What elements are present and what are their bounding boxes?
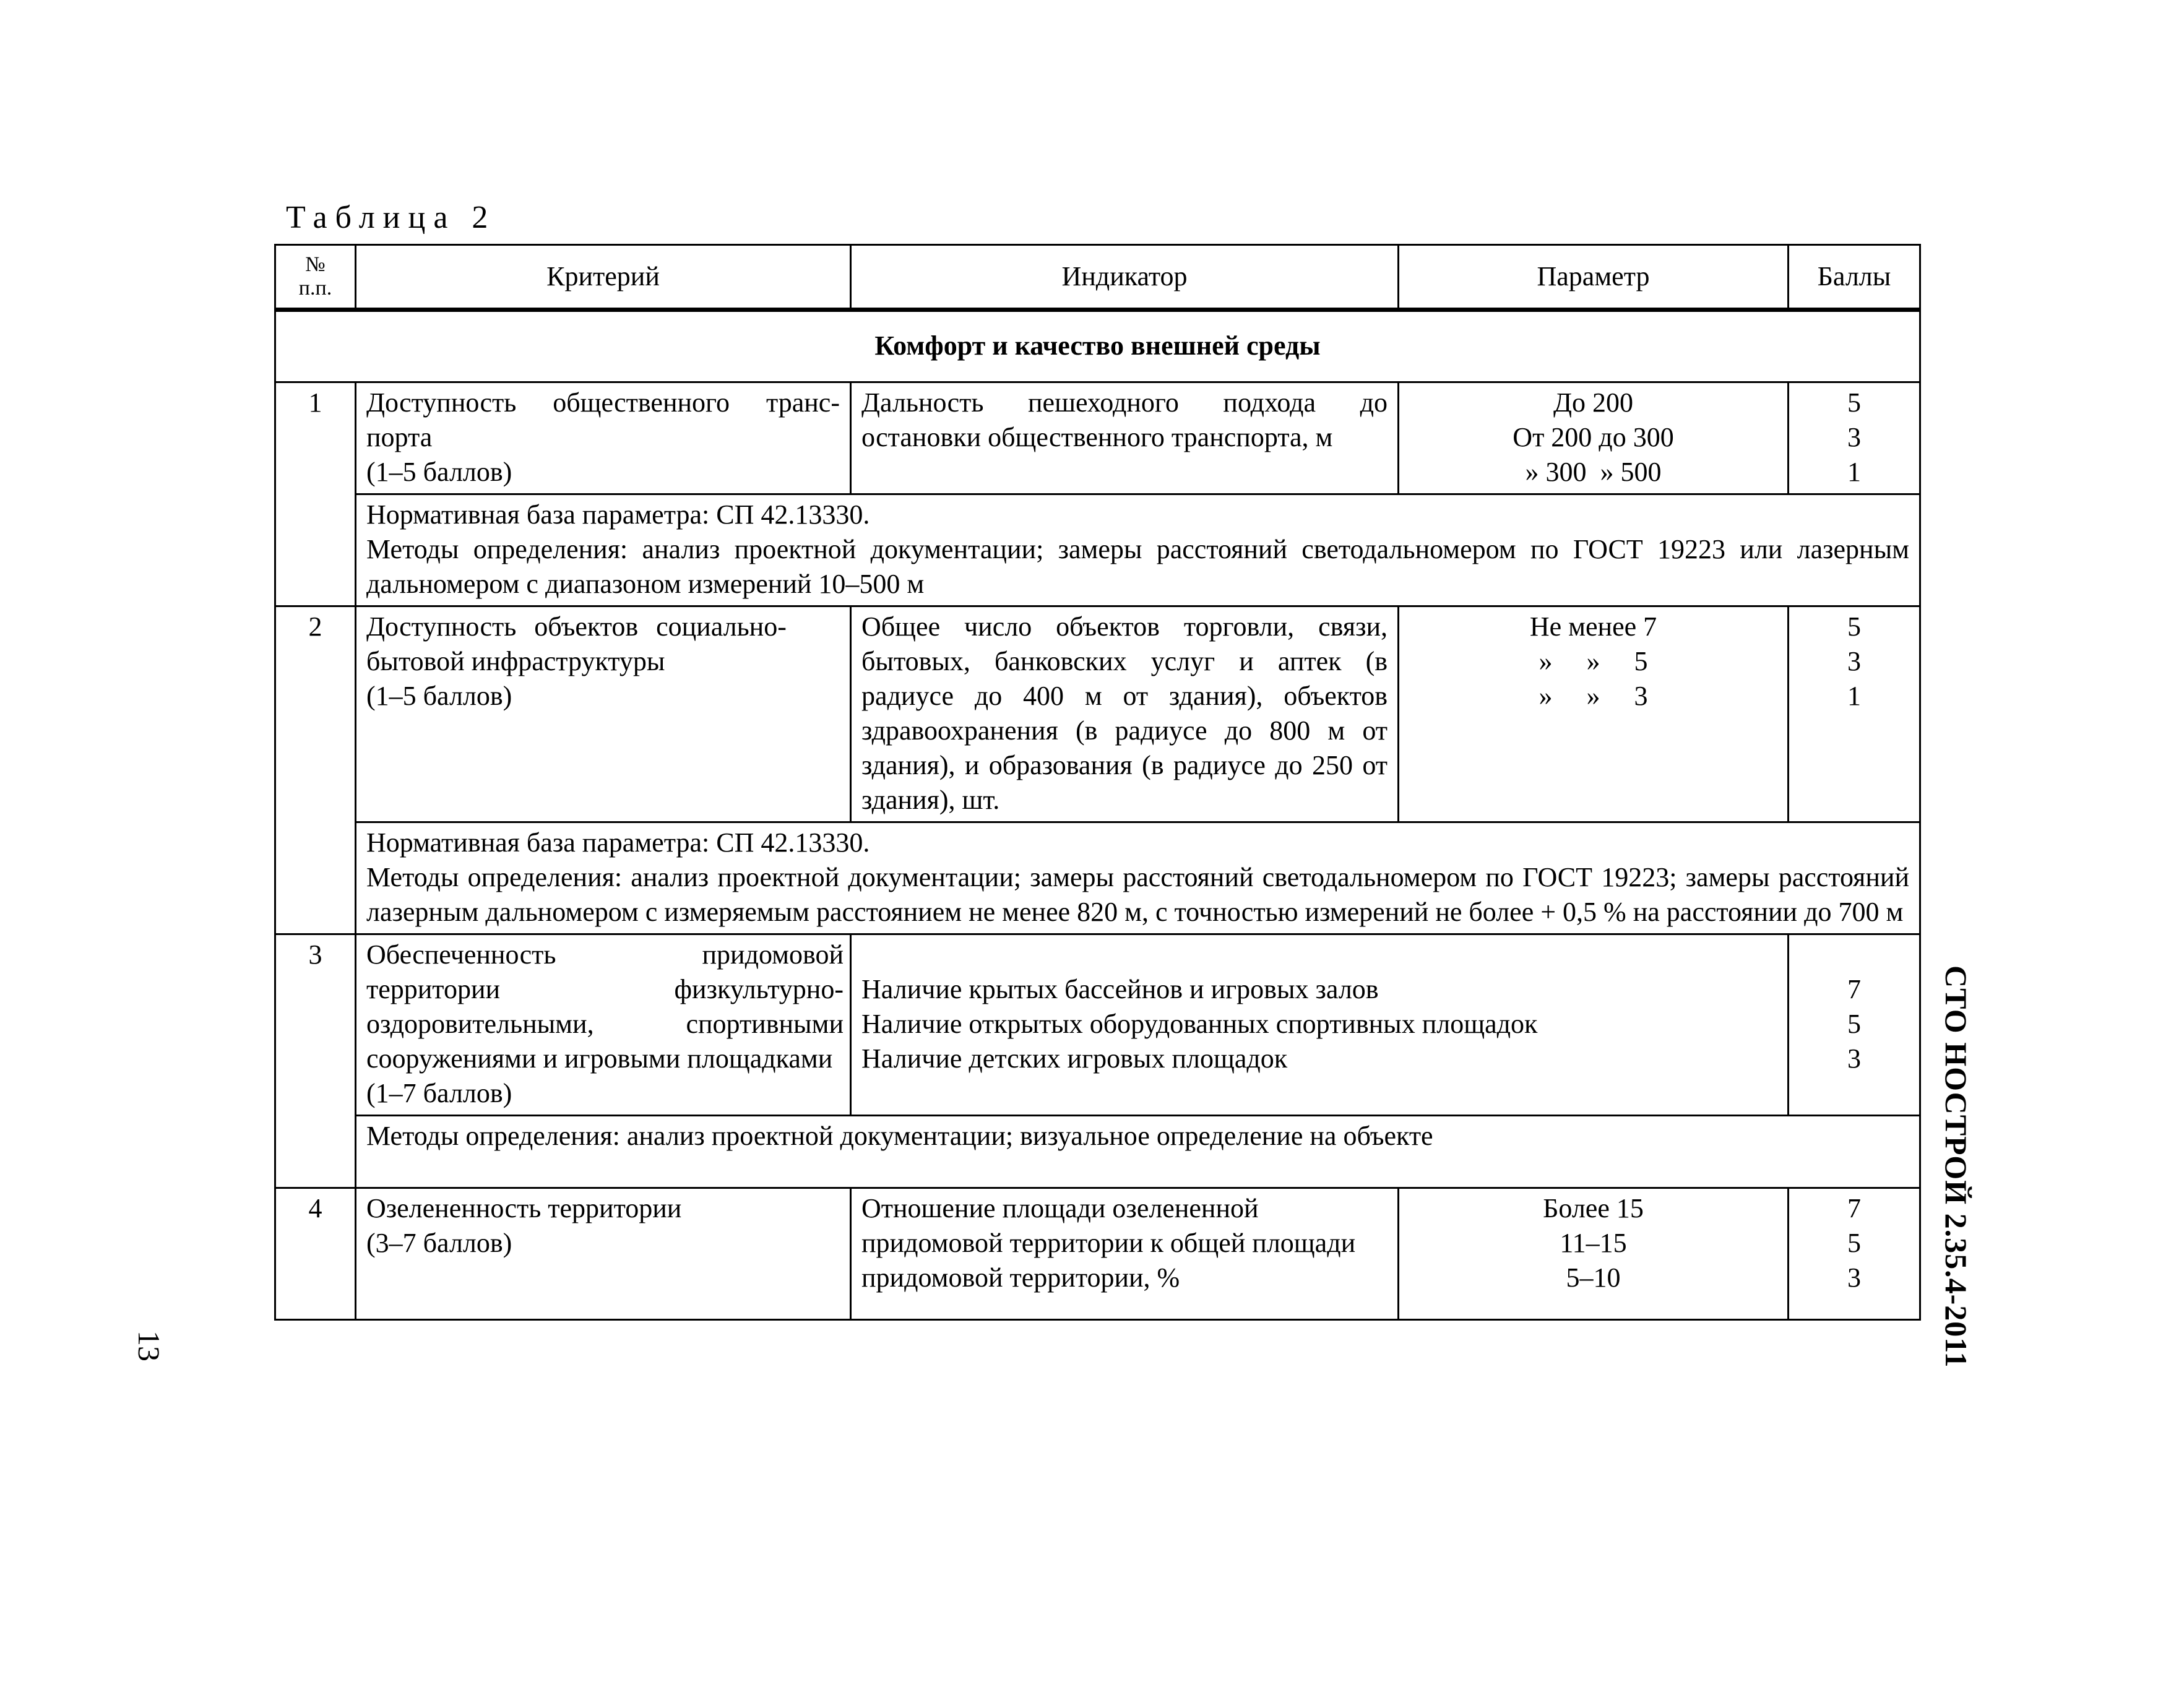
indicator-cell: Дальность пешеходного подхода до остановки общественного транспорта, м [851,382,1399,494]
table-row [275,934,1920,1116]
note-row [275,1116,1920,1188]
points-cell: 7 5 3 [1789,1188,1920,1320]
row-number: 4 [275,1188,356,1320]
header-num: № п.п. [275,245,356,310]
note-row [275,494,1920,606]
criterion-cell: Обеспеченность придомовой территории физкультурно-оздоровительными, спортивными сооружениями и игровыми площадками (1–7 баллов) [356,934,851,1116]
parameter-cell: Не менее 7 » » 5 » » 3 [1399,606,1789,822]
points-cell: 5 3 1 [1789,382,1920,494]
header-points: Баллы [1789,245,1920,310]
section-title: Комфорт и качество внешней среды [275,310,1920,382]
parameter-cell: Более 15 11–15 5–10 [1399,1188,1789,1320]
row-number: 3 [275,934,356,1188]
parameter-cell: До 200 От 200 до 300 » 300 » 500 [1399,382,1789,494]
table-row [275,606,1920,822]
points-cell: 5 3 1 [1789,606,1920,822]
indicator-cell: Отношение площади озелененной придомовой территории к общей площади придомовой территории, % [851,1188,1399,1320]
header-indicator: Индикатор [851,245,1399,310]
note-cell: Нормативная база параметра: СП 42.13330. Методы определения: анализ проектной документации; замеры расстояний светодальномером по ГОСТ 19223 или лазерным дальномером с диапазоном измерений 10–500 м [356,494,1920,606]
indicator-cell: Наличие крытых бассейнов и игровых залов Наличие открытых оборудованных спортивных площадок Наличие детских игровых площадок [851,934,1789,1116]
row-number: 2 [275,606,356,934]
criteria-table [274,244,1921,1321]
note-cell: Нормативная база параметра: СП 42.13330. Методы определения: анализ проектной документации; замеры расстояний светодальномером по ГОСТ 19223; замеры расстояний лазерным дальномером с измеряемым расстоянием не менее 820 м, с точностью измерений не более + 0,5 % на расстоянии до 700 м [356,822,1920,934]
table-caption: Таблица 2 [286,200,496,235]
table-row [275,1188,1920,1320]
row-number: 1 [275,382,356,606]
header-criterion: Критерий [356,245,851,310]
table-row [275,382,1920,494]
page-number: 13 [132,1331,166,1361]
note-cell: Методы определения: анализ проектной документации; визуальное определение на объекте [356,1116,1920,1188]
header-parameter: Параметр [1399,245,1789,310]
criterion-cell: Доступность общественного транс- порта (1–5 баллов) [356,382,851,494]
note-row [275,822,1920,934]
criterion-cell: Озелененность территории (3–7 баллов) [356,1188,851,1320]
points-cell: 7 5 3 [1789,934,1920,1116]
criterion-cell: Доступность объектов социально- бытовой инфраструктуры (1–5 баллов) [356,606,851,822]
indicator-cell: Общее число объектов торговли, связи, бытовых, банковских услуг и аптек (в радиусе до 400 м от здания), объектов здравоохранения (в радиусе до 800 м от здания), и образования (в радиусе до 250 от здания), шт. [851,606,1399,822]
header-row [275,245,1920,310]
document-designation: СТО НОСТРОЙ 2.35.4-2011 [1939,965,1974,1368]
